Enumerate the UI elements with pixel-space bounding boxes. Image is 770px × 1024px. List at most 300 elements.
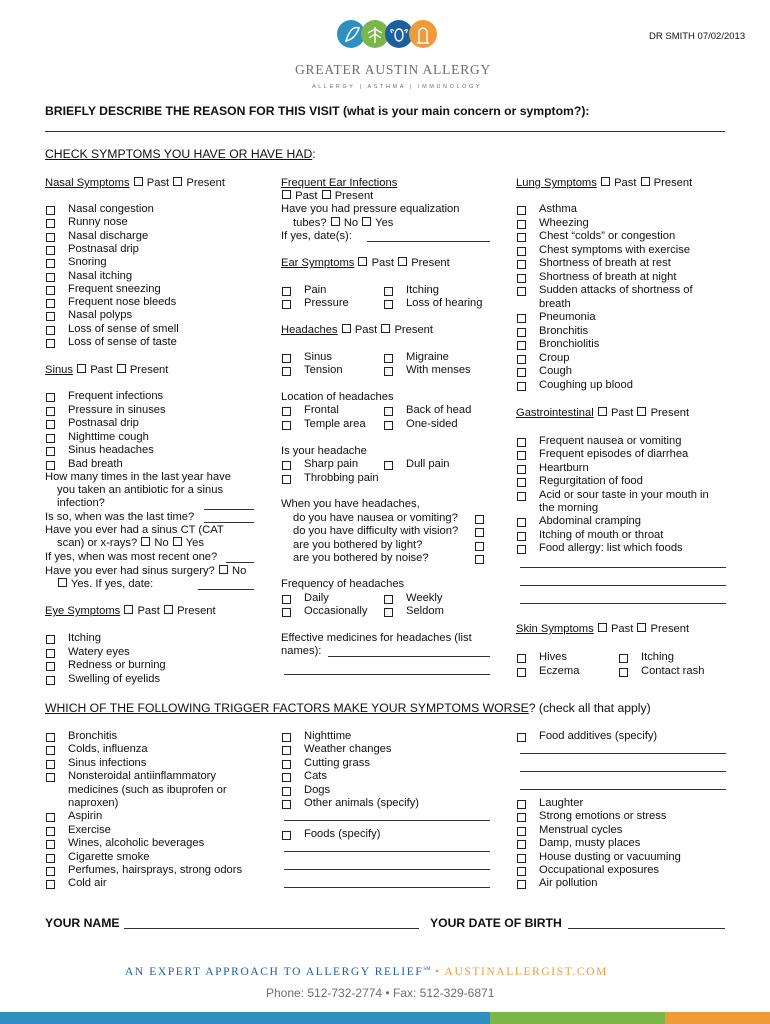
antibiotic-input-line[interactable] xyxy=(204,509,254,510)
ct-q2-text: scan) or x-rays? xyxy=(57,537,138,549)
footer-tagline: AN EXPERT APPROACH TO ALLERGY RELIEF xyxy=(125,966,424,978)
list-item-label: Cold air xyxy=(68,877,107,890)
checkbox[interactable] xyxy=(384,407,393,416)
ct-yes-checkbox[interactable] xyxy=(173,537,182,546)
type-title: Is your headache xyxy=(281,445,367,457)
when-item[interactable] xyxy=(293,552,485,565)
checkbox[interactable] xyxy=(46,393,55,402)
list-item-label: Daily xyxy=(304,592,329,604)
triggers-title: WHICH OF THE FOLLOWING TRIGGER FACTORS MAKE YOUR SYMPTOMS WORSE xyxy=(45,701,529,715)
ear-present-checkbox[interactable] xyxy=(398,257,407,266)
eye-header xyxy=(45,605,216,617)
gi-present-checkbox[interactable] xyxy=(637,407,646,416)
checkbox[interactable] xyxy=(282,595,291,604)
lung-title: Lung Symptoms xyxy=(516,177,597,189)
headaches-title: Headaches xyxy=(281,324,338,336)
list-item-label: Back of head xyxy=(406,404,472,416)
ear-inf-past-present xyxy=(281,190,373,202)
list-item-label: Shortness of breath at night xyxy=(539,270,677,283)
checkbox[interactable] xyxy=(475,542,484,551)
check-symptoms-heading xyxy=(45,147,316,161)
list-item-label: Redness or burning xyxy=(68,659,166,671)
checkbox[interactable] xyxy=(46,326,55,335)
checkbox[interactable] xyxy=(282,800,291,809)
list-item-label: Abdominal cramping xyxy=(539,515,641,528)
triggers-suffix: ? (check all that apply) xyxy=(528,701,651,715)
list-item-label: Dogs xyxy=(304,783,331,796)
checkbox[interactable] xyxy=(46,312,55,321)
checkbox[interactable] xyxy=(46,773,55,782)
meds-q1: Effective medicines for headaches (list xyxy=(281,632,472,644)
antibiotic-q2: you taken an antibiotic for a sinus xyxy=(57,484,224,496)
list-item-label: Nonsteroidal antiinflammatory xyxy=(68,770,216,783)
tubes-yes-checkbox[interactable] xyxy=(362,217,371,226)
skin-present-checkbox[interactable] xyxy=(637,623,646,632)
nasal-present-checkbox[interactable] xyxy=(173,177,182,186)
list-item-label: Weekly xyxy=(406,592,443,604)
doc-id: DR SMITH 07/02/2013 xyxy=(649,31,746,42)
additives-line-3[interactable] xyxy=(520,789,726,790)
tubes-no-checkbox[interactable] xyxy=(331,217,340,226)
list-item-label: Heartburn xyxy=(539,461,589,474)
checkbox[interactable] xyxy=(282,608,291,617)
list-item-label: Regurgitation of food xyxy=(539,475,643,488)
list-item-label: Loss of sense of smell xyxy=(68,322,179,335)
ear-inf-past-checkbox[interactable] xyxy=(282,190,291,199)
checkbox[interactable] xyxy=(517,518,526,527)
list-item-label: Frequent nausea or vomiting xyxy=(539,435,682,447)
when-item-label: are you bothered by light? xyxy=(293,538,423,551)
recent-q: If yes, when was most recent one? xyxy=(45,551,218,563)
checkbox[interactable] xyxy=(517,287,526,296)
surgery-no-checkbox[interactable] xyxy=(219,565,228,574)
checkbox[interactable] xyxy=(46,880,55,889)
list-item-label: Cutting grass xyxy=(304,756,370,769)
checkbox[interactable] xyxy=(282,773,291,782)
food-input-line-1[interactable] xyxy=(520,567,726,568)
past-label: Past xyxy=(614,177,637,189)
list-item-label: Loss of sense of taste xyxy=(68,336,177,348)
checkbox[interactable] xyxy=(46,233,55,242)
list-item-label: Dull pain xyxy=(406,458,450,470)
list-item-label: Weather changes xyxy=(304,743,392,756)
checkbox[interactable] xyxy=(282,367,291,376)
list-item-label: Nighttime xyxy=(304,730,352,742)
list-item-label: Snoring xyxy=(68,256,107,269)
checkbox[interactable] xyxy=(517,341,526,350)
list-item-label: Coughing up blood xyxy=(539,378,633,391)
footer-bar-blue xyxy=(0,1012,490,1024)
list-item-label: Watery eyes xyxy=(68,645,130,658)
present-label: Present xyxy=(186,177,225,189)
checkbox[interactable] xyxy=(46,339,55,348)
no-label: No xyxy=(232,565,247,577)
reason-question: BRIEFLY DESCRIBE THE REASON FOR THIS VISIT (what is your main concern or symptom?): xyxy=(45,104,590,118)
checkbox[interactable] xyxy=(46,854,55,863)
checkbox[interactable] xyxy=(46,219,55,228)
list-item-label: Eczema xyxy=(539,665,580,677)
checkbox[interactable] xyxy=(384,300,393,309)
list-item-label: Food additives (specify) xyxy=(539,730,658,742)
foods-line-3[interactable] xyxy=(284,887,490,888)
checkbox[interactable] xyxy=(517,247,526,256)
checkbox[interactable] xyxy=(282,787,291,796)
checkbox[interactable] xyxy=(282,733,291,742)
checkbox[interactable] xyxy=(517,532,526,541)
list-item-label: Cigarette smoke xyxy=(68,850,150,863)
checkbox[interactable] xyxy=(46,676,55,685)
checkbox[interactable] xyxy=(517,314,526,323)
checkbox[interactable] xyxy=(282,407,291,416)
when-title: When you have headaches, xyxy=(281,498,420,510)
recent-input-line[interactable] xyxy=(226,562,254,563)
list-item-label: Throbbing pain xyxy=(304,472,379,484)
list-item-label: medicines (such as ibuprofen or xyxy=(68,783,227,796)
food-input-line-3[interactable] xyxy=(520,603,726,604)
checkbox[interactable] xyxy=(46,299,55,308)
footer-bar-green xyxy=(490,1012,665,1024)
triggers-heading xyxy=(45,701,651,715)
list-item-label: Pressure xyxy=(304,297,349,309)
checkbox[interactable] xyxy=(517,206,526,215)
checkbox[interactable] xyxy=(46,635,55,644)
list-item-label: With menses xyxy=(406,364,471,376)
list-item-label: Itching xyxy=(68,632,101,644)
list-item-label: Nasal discharge xyxy=(68,229,149,242)
list-item-label: Menstrual cycles xyxy=(539,823,623,836)
lung-header xyxy=(516,177,692,189)
list-item-label: Foods (specify) xyxy=(304,828,381,840)
list-item-label: Postnasal drip xyxy=(68,417,139,429)
other-animals-line[interactable] xyxy=(284,820,490,821)
checkbox[interactable] xyxy=(517,451,526,460)
checkbox[interactable] xyxy=(517,438,526,447)
list-item-label: Occasionally xyxy=(304,605,368,617)
surgery-q2 xyxy=(57,578,153,590)
list-item-label: Laughter xyxy=(539,797,584,809)
list-item-label: Exercise xyxy=(68,823,111,836)
list-item-label: Hives xyxy=(539,651,567,663)
checkbox[interactable] xyxy=(619,668,628,677)
checkbox[interactable] xyxy=(517,368,526,377)
checkbox[interactable] xyxy=(517,478,526,487)
eye-present-checkbox[interactable] xyxy=(164,605,173,614)
check-symptoms-title: CHECK SYMPTOMS YOU HAVE OR HAVE HAD xyxy=(45,147,313,161)
list-item-label: Seldom xyxy=(406,605,444,617)
your-dob-label: YOUR DATE OF BIRTH xyxy=(430,916,562,930)
list-item-label: Occupational exposures xyxy=(539,864,660,876)
antibiotic-q1: How many times in the last year have xyxy=(45,471,231,483)
list-item-label: Contact rash xyxy=(641,665,705,677)
checkbox[interactable] xyxy=(517,827,526,836)
dates-input-line[interactable] xyxy=(367,241,490,242)
headaches-header xyxy=(281,324,433,336)
checkbox[interactable] xyxy=(517,355,526,364)
list-item-label: naproxen) xyxy=(68,797,119,809)
checkbox[interactable] xyxy=(517,733,526,742)
past-label: Past xyxy=(371,257,394,269)
list-item-label: Aspirin xyxy=(68,810,103,823)
list-item-label: Acid or sour taste in your mouth in xyxy=(539,488,709,501)
checkbox[interactable] xyxy=(517,668,526,677)
list-item-label: Pneumonia xyxy=(539,311,596,323)
surgery-yes-checkbox[interactable] xyxy=(58,578,67,587)
present-label: Present xyxy=(653,177,693,189)
when-item-label: do you have difficulty with vision? xyxy=(293,525,459,538)
ear-header xyxy=(281,257,450,269)
checkbox[interactable] xyxy=(282,831,291,840)
checkbox[interactable] xyxy=(46,434,55,443)
checkbox[interactable] xyxy=(517,654,526,663)
nasal-header xyxy=(45,177,225,189)
food-input-line-2[interactable] xyxy=(520,585,726,586)
checkbox[interactable] xyxy=(46,813,55,822)
checkbox[interactable] xyxy=(46,259,55,268)
when-item[interactable] xyxy=(293,512,485,525)
foods-line-1[interactable] xyxy=(284,851,490,852)
checkbox[interactable] xyxy=(46,206,55,215)
additives-line-1[interactable] xyxy=(520,753,726,754)
checkbox[interactable] xyxy=(46,760,55,769)
when-item[interactable] xyxy=(293,539,485,552)
list-item-label: Strong emotions or stress xyxy=(539,810,667,823)
list-item-label: Itching xyxy=(641,651,674,663)
skin-header xyxy=(516,623,689,635)
reason-input-line[interactable] xyxy=(45,131,725,132)
checkbox[interactable] xyxy=(282,461,291,470)
checkbox[interactable] xyxy=(517,813,526,822)
eye-title: Eye Symptoms xyxy=(45,605,121,617)
checkbox[interactable] xyxy=(282,760,291,769)
list-item-label: breath xyxy=(539,297,571,310)
list-item-label: Nasal itching xyxy=(68,269,133,282)
footer-bar-orange xyxy=(665,1012,770,1024)
checkbox[interactable] xyxy=(384,608,393,617)
last-time-input-line[interactable] xyxy=(204,522,254,523)
sinus-present-checkbox[interactable] xyxy=(117,364,126,373)
checkbox[interactable] xyxy=(282,300,291,309)
list-item-label: Sinus headaches xyxy=(68,444,154,456)
checkbox[interactable] xyxy=(282,287,291,296)
gi-title: Gastrointestinal xyxy=(516,407,594,419)
list-item-label: Nasal polyps xyxy=(68,309,133,322)
list-item-label: Runny nose xyxy=(68,216,128,229)
list-item-label: Croup xyxy=(539,351,570,364)
your-dob-line[interactable] xyxy=(568,928,725,929)
list-item-label: Sharp pain xyxy=(304,458,359,470)
list-item-label: Bad breath xyxy=(68,457,123,470)
checkbox[interactable] xyxy=(282,354,291,363)
lung-present-checkbox[interactable] xyxy=(641,177,650,186)
present-label: Present xyxy=(129,364,169,376)
checkbox[interactable] xyxy=(46,447,55,456)
when-item[interactable] xyxy=(293,525,485,538)
checkbox[interactable] xyxy=(282,746,291,755)
checkbox[interactable] xyxy=(46,840,55,849)
sinus-header xyxy=(45,364,168,376)
list-item-label: Shortness of breath at rest xyxy=(539,257,671,269)
checkbox[interactable] xyxy=(46,867,55,876)
checkbox[interactable] xyxy=(517,545,526,554)
checkbox[interactable] xyxy=(46,273,55,282)
your-name-line[interactable] xyxy=(124,928,419,929)
checkbox[interactable] xyxy=(517,840,526,849)
meds-q2: names): xyxy=(281,645,322,657)
list-item-label: Wines, alcoholic beverages xyxy=(68,837,205,850)
checkbox[interactable] xyxy=(282,475,291,484)
checkbox[interactable] xyxy=(384,421,393,430)
list-item-label: Chest symptoms with exercise xyxy=(539,243,691,256)
tubes-q2-text: tubes? xyxy=(293,217,327,229)
ct-no-checkbox[interactable] xyxy=(141,537,150,546)
list-item-label: Cough xyxy=(539,365,572,377)
checkbox[interactable] xyxy=(517,233,526,242)
checkbox[interactable] xyxy=(517,492,526,501)
list-item-label: Postnasal drip xyxy=(68,242,139,255)
tubes-q2 xyxy=(293,217,393,229)
surgery-q xyxy=(45,565,246,577)
list-item-label: Loss of hearing xyxy=(406,297,483,309)
present-label: Present xyxy=(177,605,216,617)
surgery-date-line[interactable] xyxy=(198,589,254,590)
checkbox[interactable] xyxy=(517,854,526,863)
ct-q2 xyxy=(57,537,204,549)
list-item-label: Asthma xyxy=(539,203,577,215)
list-item-label: Wheezing xyxy=(539,216,589,229)
yes-label: Yes xyxy=(185,537,204,549)
checkbox[interactable] xyxy=(384,287,393,296)
past-label: Past xyxy=(146,177,170,189)
checkbox[interactable] xyxy=(46,733,55,742)
checkbox[interactable] xyxy=(46,746,55,755)
ear-title: Ear Symptoms xyxy=(281,257,355,269)
checkbox[interactable] xyxy=(384,367,393,376)
list-item-label: Itching xyxy=(406,284,439,296)
list-item-label: Chest “colds” or congestion xyxy=(539,230,676,242)
past-label: Past xyxy=(610,623,634,635)
eye-past-checkbox[interactable] xyxy=(124,605,133,614)
present-label: Present xyxy=(394,324,433,336)
location-title: Location of headaches xyxy=(281,391,394,403)
checkbox[interactable] xyxy=(517,880,526,889)
checkbox[interactable] xyxy=(384,354,393,363)
present-label: Present xyxy=(334,190,374,202)
list-item-label: House dusting or vacuuming xyxy=(539,850,681,863)
service-mark: SM xyxy=(423,967,431,973)
checkbox[interactable] xyxy=(475,555,484,564)
checkbox[interactable] xyxy=(619,654,628,663)
list-item-label: One-sided xyxy=(406,418,458,430)
checkbox[interactable] xyxy=(475,528,484,537)
past-label: Past xyxy=(354,324,378,336)
list-item-label: Perfumes, hairsprays, strong odors xyxy=(68,864,243,876)
list-item-label: Food allergy: list which foods xyxy=(539,542,683,555)
checkbox[interactable] xyxy=(517,260,526,269)
list-item-label: Swelling of eyelids xyxy=(68,672,161,685)
checkbox[interactable] xyxy=(46,662,55,671)
list-item-label: the morning xyxy=(539,502,599,514)
no-label: No xyxy=(343,217,359,229)
foods-line-2[interactable] xyxy=(284,869,490,870)
surgery-q2-text: Yes. If yes, date: xyxy=(70,578,154,590)
list-item-label: Cats xyxy=(304,770,328,783)
present-label: Present xyxy=(411,257,450,269)
meds-input-line-1[interactable] xyxy=(328,656,490,657)
no-label: No xyxy=(154,537,169,549)
logo-glyphs xyxy=(337,19,437,51)
dates-q: If yes, date(s): xyxy=(281,230,352,242)
ear-inf-title: Frequent Ear Infections xyxy=(281,177,398,189)
list-item-label: Frequent episodes of diarrhea xyxy=(539,448,689,461)
checkbox[interactable] xyxy=(46,420,55,429)
list-item-label: Sinus xyxy=(304,351,332,363)
list-item-label: Sudden attacks of shortness of xyxy=(539,284,693,296)
meds-input-line-2[interactable] xyxy=(284,674,490,675)
footer-tagline-row xyxy=(125,966,608,978)
checkbox[interactable] xyxy=(517,867,526,876)
checkbox[interactable] xyxy=(46,286,55,295)
footer-website[interactable]: AUSTINALLERGIST.COM xyxy=(444,966,608,978)
headaches-present-checkbox[interactable] xyxy=(381,324,390,333)
list-item-label: Nasal congestion xyxy=(68,203,154,215)
past-label: Past xyxy=(295,190,318,202)
nasal-title: Nasal Symptoms xyxy=(45,177,130,189)
skin-title: Skin Symptoms xyxy=(516,623,594,635)
your-name-label: YOUR NAME xyxy=(45,916,120,930)
checkbox[interactable] xyxy=(46,649,55,658)
nasal-past-checkbox[interactable] xyxy=(134,177,143,186)
checkbox[interactable] xyxy=(517,800,526,809)
headaches-past-checkbox[interactable] xyxy=(342,324,351,333)
list-item-label: Sinus infections xyxy=(68,756,147,769)
list-item-label: Frequent nose bleeds xyxy=(68,296,177,309)
ear-past-checkbox[interactable] xyxy=(358,257,367,266)
ct-q1: Have you ever had a sinus CT (CAT xyxy=(45,524,224,536)
checkbox[interactable] xyxy=(475,515,484,524)
list-item-label: Itching of mouth or throat xyxy=(539,528,664,541)
ear-inf-present-checkbox[interactable] xyxy=(322,190,331,199)
last-time-q: Is so, when was the last time? xyxy=(45,511,195,523)
past-label: Past xyxy=(137,605,160,617)
checkbox[interactable] xyxy=(517,274,526,283)
checkbox[interactable] xyxy=(46,827,55,836)
sinus-past-checkbox[interactable] xyxy=(77,364,86,373)
list-item-label: Damp, musty places xyxy=(539,837,641,850)
checkbox[interactable] xyxy=(517,220,526,229)
list-item-label: Nighttime cough xyxy=(68,430,149,443)
when-item-label: do you have nausea or vomiting? xyxy=(293,512,458,524)
gi-past-checkbox[interactable] xyxy=(598,407,607,416)
checkbox[interactable] xyxy=(46,246,55,255)
checkbox[interactable] xyxy=(517,382,526,391)
checkbox[interactable] xyxy=(46,461,55,470)
list-item-label: Pressure in sinuses xyxy=(68,403,166,416)
surgery-q-text: Have you ever had sinus surgery? xyxy=(45,565,215,577)
checkbox[interactable] xyxy=(517,328,526,337)
list-item-label: Frequent sneezing xyxy=(68,282,161,295)
lung-past-checkbox[interactable] xyxy=(601,177,610,186)
additives-line-2[interactable] xyxy=(520,771,726,772)
checkbox[interactable] xyxy=(517,465,526,474)
skin-past-checkbox[interactable] xyxy=(598,623,607,632)
checkbox[interactable] xyxy=(384,595,393,604)
checkbox[interactable] xyxy=(384,461,393,470)
checkbox[interactable] xyxy=(282,421,291,430)
yes-label: Yes xyxy=(375,217,394,229)
list-item-label: Pain xyxy=(304,284,327,296)
checkbox[interactable] xyxy=(46,407,55,416)
footer-contact: Phone: 512-732-2774 • Fax: 512-329-6871 xyxy=(266,986,495,1000)
